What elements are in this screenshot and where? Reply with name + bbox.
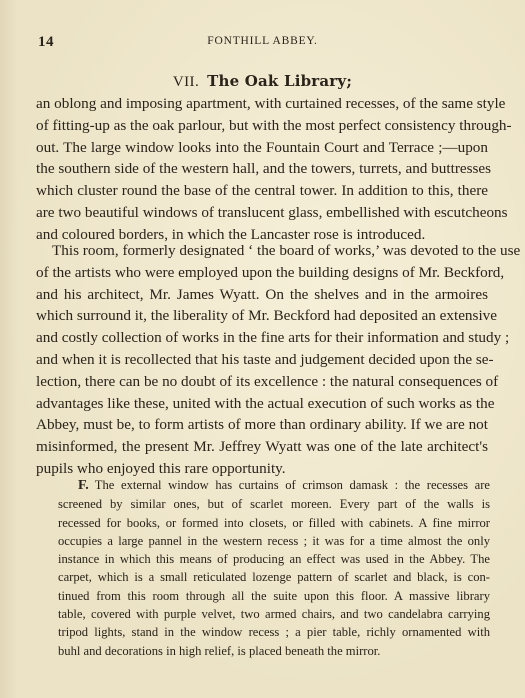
- paragraph-2: [36, 240, 521, 480]
- footnote-line: carpet, which is a small reticulated lozenge pattern of scarlet and black, is con-: [58, 570, 490, 585]
- paragraph-line: an oblong and imposing apartment, with curtained recesses, of the same style: [36, 95, 506, 112]
- footnote-line: tinued from this room through all the suite upon this floor. A massive library: [58, 588, 490, 603]
- paragraph-line: lection, there can be no doubt of its excellence : the natural consequences of: [36, 372, 499, 390]
- footnote: [58, 476, 490, 660]
- paragraph-line: out. The large window looks into the Fountain Court and Terrace ;—upon: [36, 138, 488, 156]
- paragraph-line: and when it is recollected that his taste and judgement decided upon the se-: [36, 350, 494, 368]
- footnote-text: The external window has curtains of crimson damask : the recesses are: [94, 478, 490, 492]
- paragraph-line: the southern side of the western hall, and the towers, turrets, and buttresses: [36, 160, 492, 178]
- paragraph-line: and his architect, Mr. James Wyatt. On the shelves and in the armoires: [36, 285, 488, 303]
- paragraph-line: of the artists who were employed upon the building designs of Mr. Beckford,: [36, 263, 505, 281]
- running-title: FONTHILL ABBEY.: [207, 35, 318, 47]
- footnote-line: buhl and decorations in high relief, is placed beneath the mirror.: [58, 643, 381, 658]
- paragraph-line: misinformed, the present Mr. Jeffrey Wyatt was one of the late architect's: [36, 438, 488, 456]
- footnote-line: [58, 476, 490, 495]
- paragraph-line: which surround it, the liberality of Mr. Beckford had deposited an extensive: [36, 307, 497, 325]
- paragraph-line: and costly collection of works in the fine arts for their information and study ;: [36, 329, 510, 347]
- paragraph-line: are two beautiful windows of translucent glass, embellished with escutcheons: [36, 203, 508, 221]
- footnote-line: table, covered with purple velvet, two armed chairs, and two candelabra carrying: [58, 607, 490, 622]
- footnote-line: recessed for books, or formed into closets, or filled with cabinets. A fine mirror: [58, 515, 490, 530]
- paragraph-line: advantages like these, united with the actual execution of such works as the: [36, 394, 495, 412]
- footnote-line: screened by similar ones, but of scarlet moreen. Every part of the walls is: [58, 497, 490, 512]
- paragraph-line: of fitting-up as the oak parlour, but with the most perfect consistency through-: [36, 116, 512, 134]
- footnote-marker: F.: [78, 478, 89, 493]
- running-head: [0, 34, 525, 52]
- paragraph-line: which cluster round the base of the central tower. In addition to this, there: [36, 182, 488, 200]
- footnote-line: occupies a large pannel in the western recess ; it was for a time almost the only: [58, 533, 490, 548]
- paragraph-line: This room, formerly designated ‘ the board of works,’ was devoted to the use: [52, 242, 521, 259]
- paragraph-line: Abbey, must be, to form artists of more than ordinary ability. If we are not: [36, 416, 488, 434]
- page-number: 14: [38, 34, 54, 50]
- section-heading: [0, 72, 525, 91]
- section-title: The Oak Library;: [207, 72, 353, 90]
- paragraph-line: and coloured borders, in which the Lancaster rose is introduced.: [36, 225, 426, 243]
- footnote-line: instance in which this means of producing an effect was used in the Abbey. The: [58, 552, 490, 567]
- paragraph-line: pupils who enjoyed this rare opportunity.: [36, 459, 286, 477]
- paragraph-1: [36, 93, 512, 246]
- section-number: VII.: [172, 74, 200, 90]
- footnote-line: tripod lights, stand in the window recess ; a pier table, richly ornamented with: [58, 625, 490, 640]
